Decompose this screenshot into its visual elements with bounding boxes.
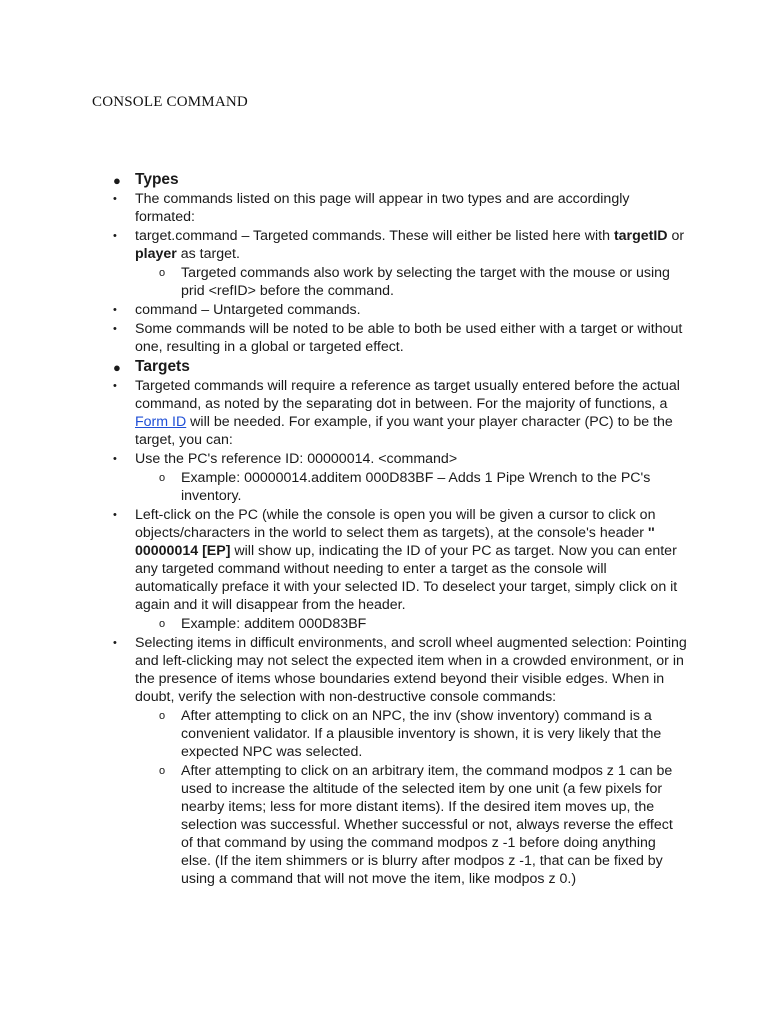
- list-item-text: will show up, indicating the ID of your PC as target. Now you can enter any targeted command without needing to enter a target as the console will automatically preface it with your selected ID. To deselect your target, simply click on it again and it will disappear from the header.: [135, 543, 678, 613]
- sub-list-item: [0, 615, 768, 633]
- list-item-text: The commands listed on this page will appear in two types and are accordingly formated:: [135, 191, 630, 225]
- list-item-text: Left-click on the PC (while the console is open you will be given a cursor to click on objects/characters in the world to select them as targets), at the console's header: [135, 507, 656, 541]
- list-item: [0, 320, 768, 356]
- bullet-icon: •: [113, 453, 117, 465]
- sub-list-item: [0, 707, 768, 761]
- list-item-text: Selecting items in difficult environments, and scroll wheel augmented selection: Pointing and left-clicking may not select the expected item when in a crowded environment, or in the presence of items whose boundaries extend beyond their visible edges. When in doubt, verify the selection with non-destructive console commands:: [135, 635, 687, 705]
- list-item: [0, 506, 768, 614]
- bullet-icon: •: [113, 304, 117, 316]
- list-item-text: After attempting to click on an NPC, the inv (show inventory) command is a convenient validator. If a plausible inventory is shown, it is very likely that the expected NPC was selected.: [181, 708, 662, 760]
- bullet-icon: •: [113, 323, 117, 335]
- sub-list-item: [0, 762, 768, 888]
- section-heading-types: [0, 170, 768, 189]
- bullet-icon: •: [113, 380, 117, 392]
- list-item-text: will be needed. For example, if you want your player character (PC) to be the target, you can:: [135, 414, 673, 448]
- section-heading-targets: [0, 357, 768, 376]
- list-item: [0, 450, 768, 468]
- list-item-text: as target.: [176, 246, 240, 262]
- form-id-link[interactable]: Form ID: [135, 414, 187, 430]
- bullet-icon: ●: [113, 173, 121, 188]
- list-item: [0, 190, 768, 226]
- sub-list-item: [0, 264, 768, 300]
- circle-bullet-icon: o: [159, 765, 166, 777]
- bullet-icon: •: [113, 193, 117, 205]
- list-item: [0, 377, 768, 449]
- bullet-icon: •: [113, 637, 117, 649]
- list-item: [0, 301, 768, 319]
- bold-term: targetID: [613, 228, 668, 244]
- list-item-text: Targeted commands will require a reference as target usually entered before the actual command, as noted by the separating dot in between. For the majority of functions, a: [135, 378, 680, 412]
- document-body: [0, 170, 768, 889]
- bold-term: player: [135, 246, 177, 262]
- list-item: [0, 634, 768, 706]
- circle-bullet-icon: o: [159, 267, 166, 279]
- list-item-text: target.command – Targeted commands. These will either be listed here with: [135, 228, 614, 244]
- list-item-text: Targeted commands also work by selecting the target with the mouse or using prid <refID> before the command.: [181, 265, 670, 299]
- section-heading-text: Targets: [135, 358, 190, 375]
- page-title: CONSOLE COMMAND: [92, 94, 248, 110]
- circle-bullet-icon: o: [159, 618, 166, 630]
- list-item-text: After attempting to click on an arbitrary item, the command modpos z 1 can be used to increase the altitude of the selected item by one unit (a few pixels for nearby items; less for more distant items). If the desired item moves up, the selection was successful. Whether successful or not, always reverse the effect of that command by using the command modpos z -1 before doing anything else. (If the item shimmers or is blurry after modpos z -1, that can be fixed by using a command that will not move the item, like modpos z 0.): [181, 763, 673, 887]
- bold-term: '' 00000014 [EP]: [135, 525, 655, 559]
- sub-list-item: [0, 469, 768, 505]
- list-item: [0, 227, 768, 263]
- bullet-icon: •: [113, 230, 117, 242]
- list-item-text: Example: additem 000D83BF: [181, 616, 367, 632]
- list-item-text: Some commands will be noted to be able to both be used either with a target or without one, resulting in a global or targeted effect.: [135, 321, 683, 355]
- list-item-text: Example: 00000014.additem 000D83BF – Adds 1 Pipe Wrench to the PC's inventory.: [181, 470, 651, 504]
- list-item-text: command – Untargeted commands.: [135, 302, 361, 318]
- bullet-icon: •: [113, 509, 117, 521]
- list-item-text: or: [667, 228, 685, 244]
- circle-bullet-icon: o: [159, 472, 166, 484]
- bullet-icon: ●: [113, 360, 121, 375]
- section-heading-text: Types: [135, 171, 179, 188]
- circle-bullet-icon: o: [159, 710, 166, 722]
- list-item-text: Use the PC's reference ID: 00000014. <command>: [135, 451, 458, 467]
